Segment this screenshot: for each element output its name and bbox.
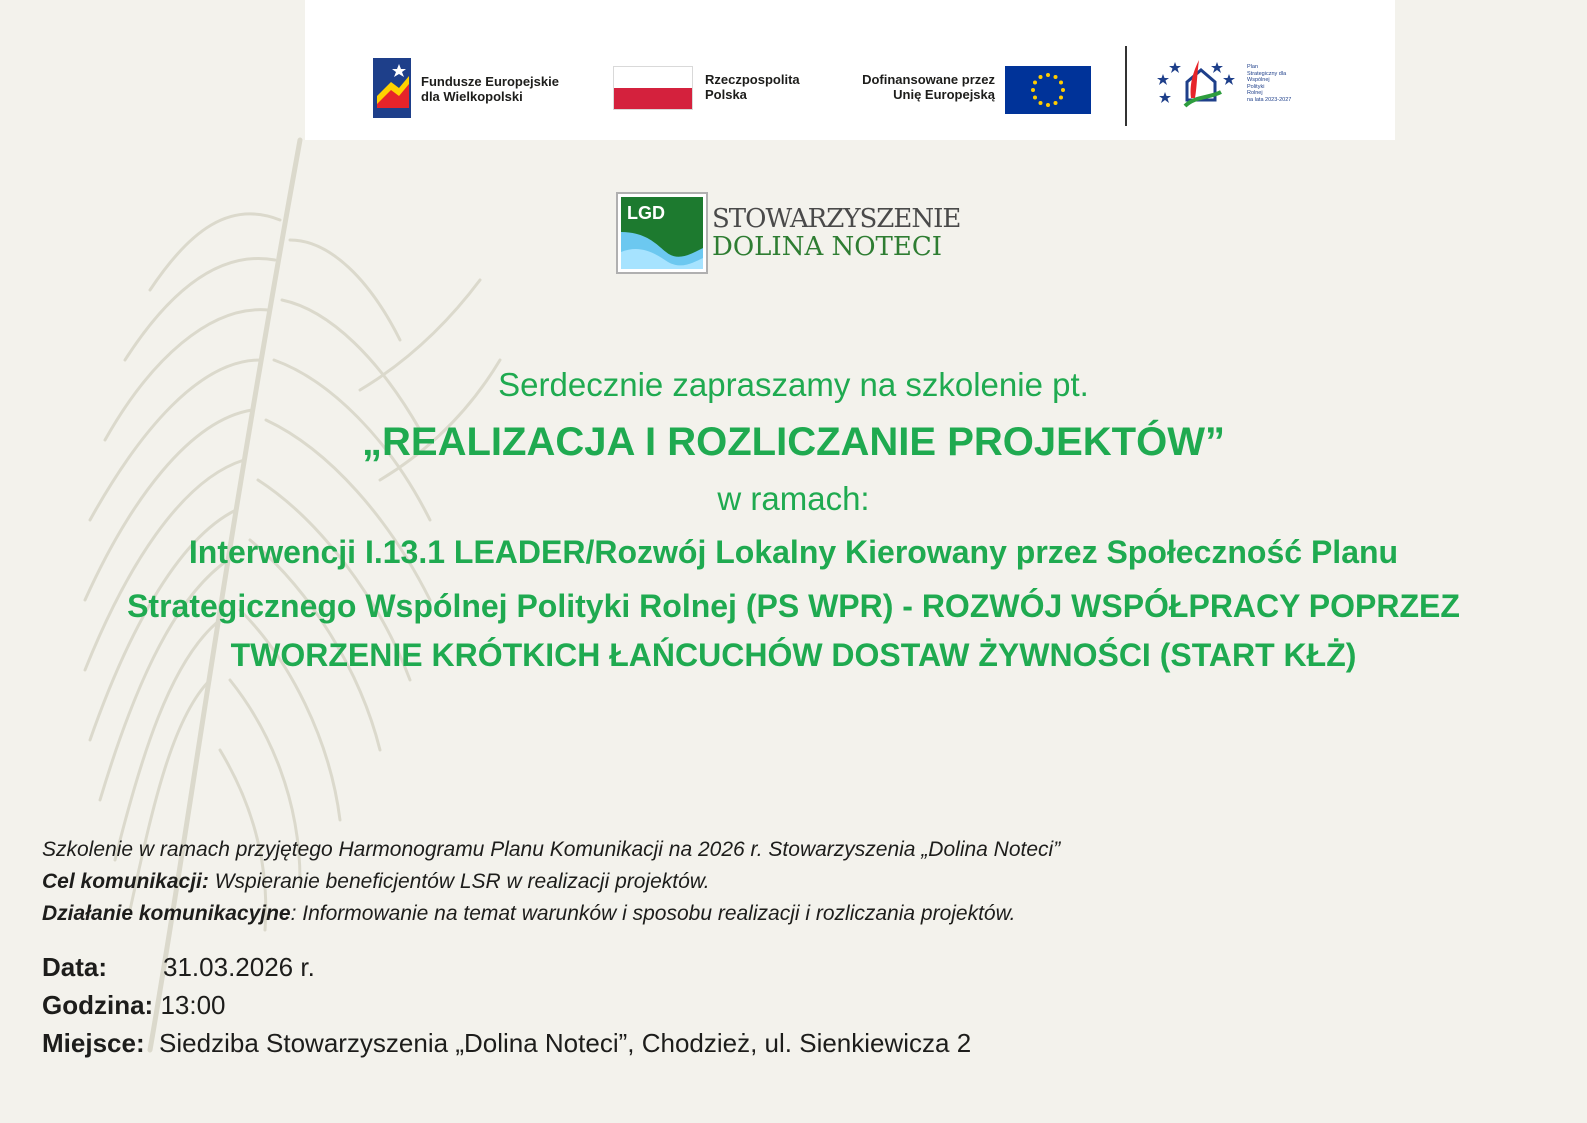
fe-line2: dla Wielkopolski — [421, 89, 523, 104]
date-value: 31.03.2026 r. — [163, 952, 315, 982]
invite-line: Serdecznie zapraszamy na szkolenie pt. — [498, 366, 1089, 403]
intervention-line-1: Interwencji I.13.1 LEADER/Rozwój Lokalny Kierowany przez Społeczność Planu — [188, 534, 1399, 570]
poland-flag-icon — [613, 66, 693, 110]
lgd-name-line1: STOWARZYSZENIE — [712, 204, 961, 234]
time-value: 13:00 — [153, 990, 226, 1020]
logo-bar — [305, 0, 1395, 140]
action-value: : Informowanie na temat warunków i sposobu realizacji i rozliczania projektów. — [290, 902, 1016, 925]
ps-line1: Plan — [1247, 64, 1259, 70]
time-row — [42, 990, 226, 1021]
goal-label: Cel komunikacji: — [42, 870, 209, 893]
communication-plan-note: Szkolenie w ramach przyjętego Harmonogramu Planu Komunikacji na 2026 r. Stowarzyszenia „Dolina Noteci” — [42, 838, 1061, 861]
place-value: Siedziba Stowarzyszenia „Dolina Noteci”, Chodzież, ul. Sienkiewicza 2 — [144, 1028, 972, 1058]
plan-strategiczny-logo — [1155, 52, 1325, 118]
intervention-line-2: Strategicznego Wspólnej Polityki Rolnej (PS WPR) - ROZWÓJ WSPÓŁPRACY POPRZEZ — [127, 588, 1460, 624]
rp-line2: Polska — [705, 87, 747, 102]
date-row — [42, 952, 315, 983]
communication-goal — [42, 870, 710, 894]
fundusze-europejskie-logo — [373, 58, 613, 118]
logo-divider — [1125, 46, 1127, 126]
lgd-dolina-noteci-logo — [616, 190, 966, 276]
ps-line3: Wspólnej — [1247, 77, 1270, 83]
date-label: Data: — [42, 952, 108, 982]
place-row — [42, 1028, 971, 1059]
ps-line6: na lata 2023-2027 — [1247, 96, 1292, 103]
action-label: Działanie komunikacyjne — [42, 902, 291, 925]
lgd-badge-text: LGD — [627, 203, 665, 223]
time-label: Godzina: — [42, 990, 154, 1020]
ps-line2: Strategiczny dla — [1247, 70, 1287, 77]
goal-value: Wspieranie beneficjentów LSR w realizacji projektów. — [208, 870, 710, 893]
lgd-name-line2: DOLINA NOTECI — [712, 232, 943, 262]
rzeczpospolita-logo — [613, 66, 833, 112]
plan-strategiczny-icon — [1155, 52, 1245, 118]
ps-line5: Rolnej — [1247, 90, 1263, 96]
eu-flag-icon — [1005, 66, 1091, 114]
communication-action — [42, 902, 1015, 926]
eu-line1: Dofinansowane przez — [862, 72, 995, 87]
frame-line: w ramach: — [717, 480, 870, 517]
place-label: Miejsce: — [42, 1028, 145, 1058]
ps-line4: Polityki — [1247, 83, 1265, 90]
eu-cofinancing-logo — [831, 66, 1095, 114]
training-title: „REALIZACJA I ROZLICZANIE PROJEKTÓW” — [362, 420, 1225, 464]
fe-line1: Fundusze Europejskie — [421, 74, 559, 89]
fundusze-europejskie-icon — [373, 58, 411, 118]
intervention-line-3: TWORZENIE KRÓTKICH ŁAŃCUCHÓW DOSTAW ŻYWNOŚCI (START KŁŻ) — [230, 637, 1357, 673]
lgd-icon — [616, 192, 708, 274]
eu-line2: Unię Europejską — [893, 87, 995, 102]
rp-line1: Rzeczpospolita — [705, 72, 800, 87]
